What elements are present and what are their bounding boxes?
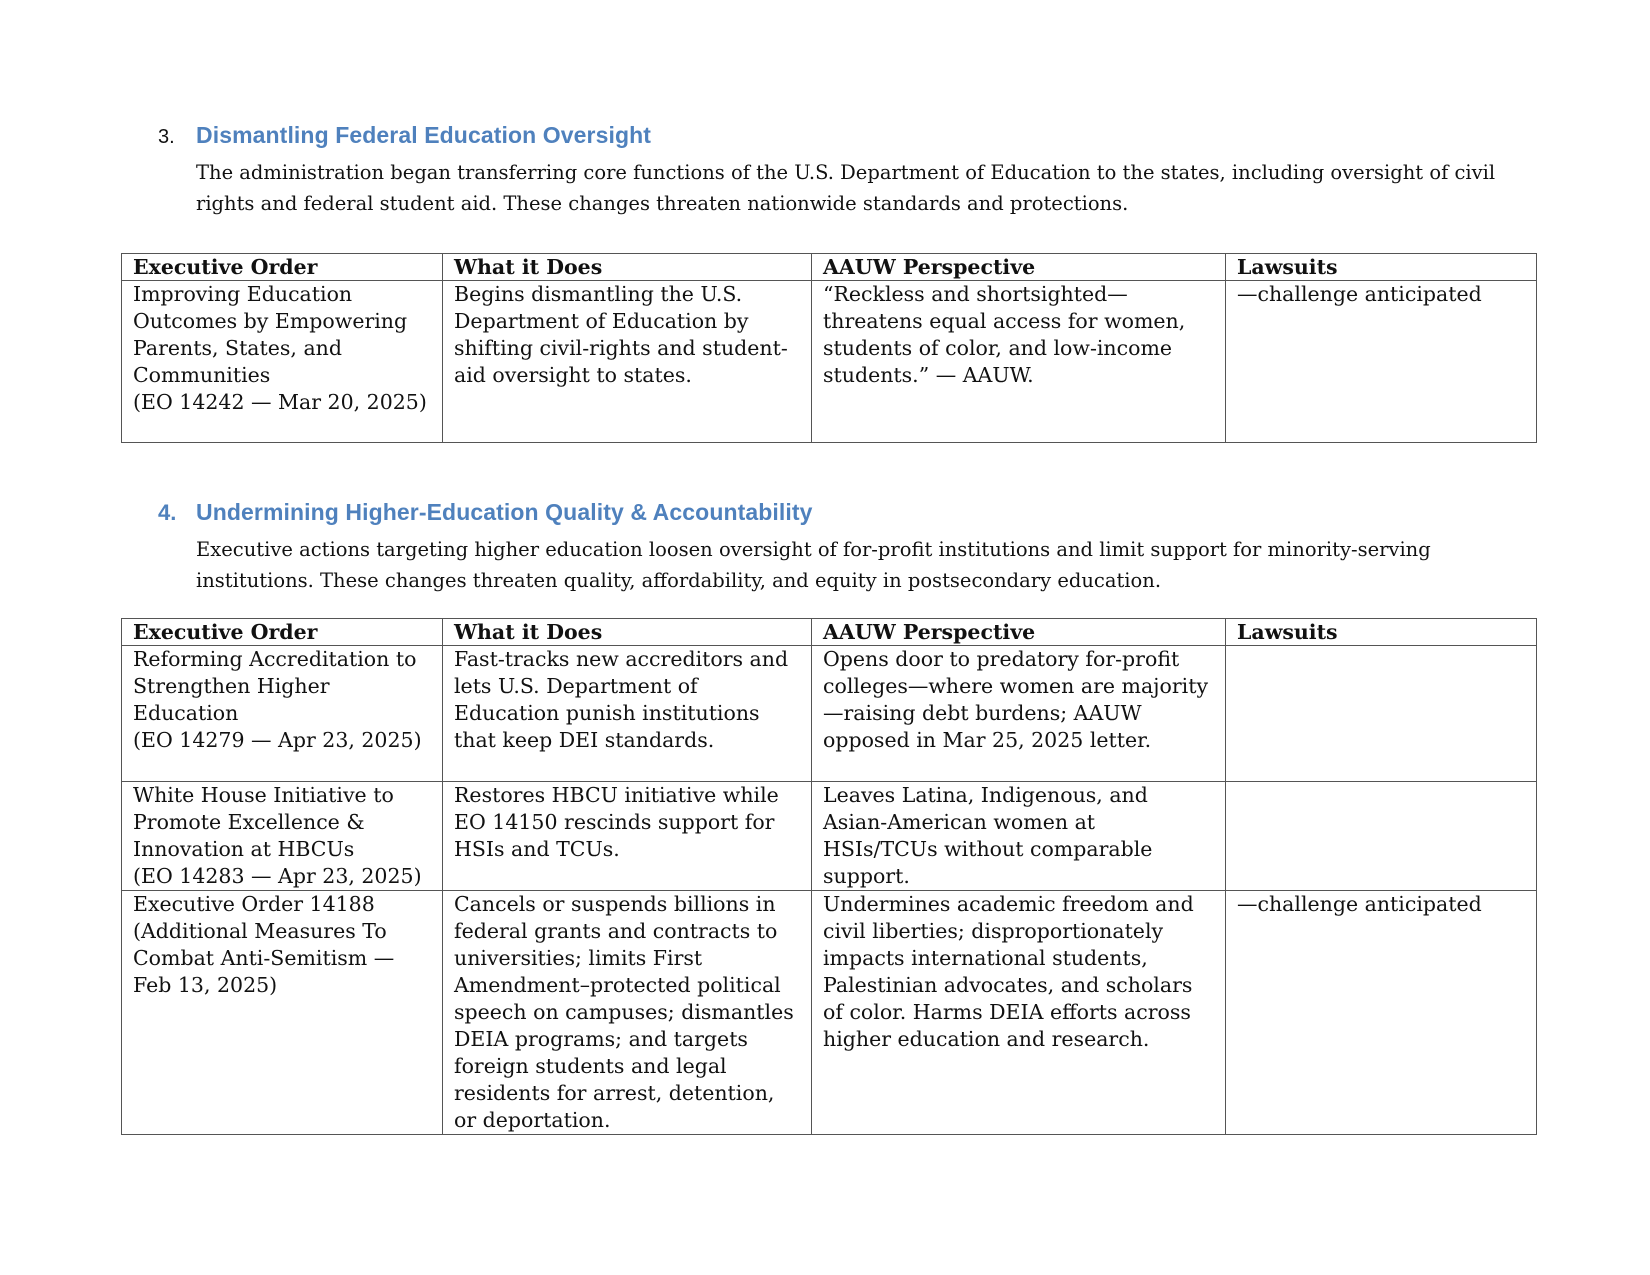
section-description: The administration began transferring core functions of the U.S. Department of Education to the states, including oversight of civil rights and federal student aid. These changes threaten nationwide standards and protections. — [196, 161, 1496, 215]
section-title: Dismantling Federal Education Oversight — [196, 122, 652, 148]
order-title: Reforming Accreditation to Strengthen Higher Education — [133, 647, 417, 725]
order-title: Executive Order 14188 (Additional Measures To Combat Anti-Semitism — Feb 13, 2025) — [133, 892, 395, 997]
perspective-cell: Undermines academic freedom and civil liberties; disproportionately impacts international students, Palestinian advocates, and scholars of color. Harms DEIA efforts across higher education and research. — [812, 891, 1226, 1135]
order-cell — [122, 891, 443, 1135]
column-header: What it Does — [443, 254, 812, 281]
section-title: Undermining Higher-Education Quality & Accountability — [196, 499, 813, 525]
order-title: White House Initiative to Promote Excellence & Innovation at HBCUs — [133, 783, 394, 861]
lawsuits-cell — [1226, 646, 1537, 782]
order-cell — [122, 646, 443, 782]
column-header: AAUW Perspective — [812, 254, 1226, 281]
what-cell: Begins dismantling the U.S. Department of Education by shifting civil-rights and student-aid oversight to states. — [443, 281, 812, 443]
table-row — [122, 646, 1537, 782]
table-header-row — [122, 619, 1537, 646]
section-number: 4. — [158, 500, 177, 525]
executive-order-table-2 — [121, 618, 1537, 1135]
column-header: Executive Order — [122, 254, 443, 281]
table-row — [122, 281, 1537, 443]
order-reference: (EO 14279 — Apr 23, 2025) — [133, 728, 422, 752]
order-title: Improving Education Outcomes by Empowering Parents, States, and Communities — [133, 282, 408, 387]
section-description: Executive actions targeting higher education loosen oversight of for-profit institutions and limit support for minority-serving institutions. These changes threaten quality, affordability, and equity in postsecondary education. — [196, 538, 1431, 592]
column-header: Executive Order — [122, 619, 443, 646]
perspective-cell: “Reckless and shortsighted—threatens equal access for women, students of color, and low-income students.” — AAUW. — [812, 281, 1226, 443]
what-cell: Cancels or suspends billions in federal grants and contracts to universities; limits First Amendment–protected political speech on campuses; dismantles DEIA programs; and targets foreign students and legal residents for arrest, detention, or deportation. — [443, 891, 812, 1135]
column-header: AAUW Perspective — [812, 619, 1226, 646]
order-cell — [122, 281, 443, 443]
table-row — [122, 891, 1537, 1135]
section-number: 3. — [158, 126, 175, 148]
table-row — [122, 782, 1537, 891]
order-reference: (EO 14283 — Apr 23, 2025) — [133, 864, 422, 888]
column-header: Lawsuits — [1226, 254, 1537, 281]
section-3-heading — [158, 122, 651, 149]
order-reference: (EO 14242 — Mar 20, 2025) — [133, 390, 427, 414]
column-header: Lawsuits — [1226, 619, 1537, 646]
lawsuits-cell — [1226, 782, 1537, 891]
perspective-cell: Leaves Latina, Indigenous, and Asian-American women at HSIs/TCUs without comparable support. — [812, 782, 1226, 891]
order-cell — [122, 782, 443, 891]
table-header-row — [122, 254, 1537, 281]
lawsuits-cell: —challenge anticipated — [1226, 891, 1537, 1135]
executive-order-table-1 — [121, 253, 1537, 443]
perspective-cell: Opens door to predatory for-profit colleges—where women are majority—raising debt burdens; AAUW opposed in Mar 25, 2025 letter. — [812, 646, 1226, 782]
what-cell: Fast-tracks new accreditors and lets U.S. Department of Education punish institutions that keep DEI standards. — [443, 646, 812, 782]
lawsuits-cell: —challenge anticipated — [1226, 281, 1537, 443]
section-4-heading — [158, 499, 813, 526]
what-cell: Restores HBCU initiative while EO 14150 rescinds support for HSIs and TCUs. — [443, 782, 812, 891]
column-header: What it Does — [443, 619, 812, 646]
